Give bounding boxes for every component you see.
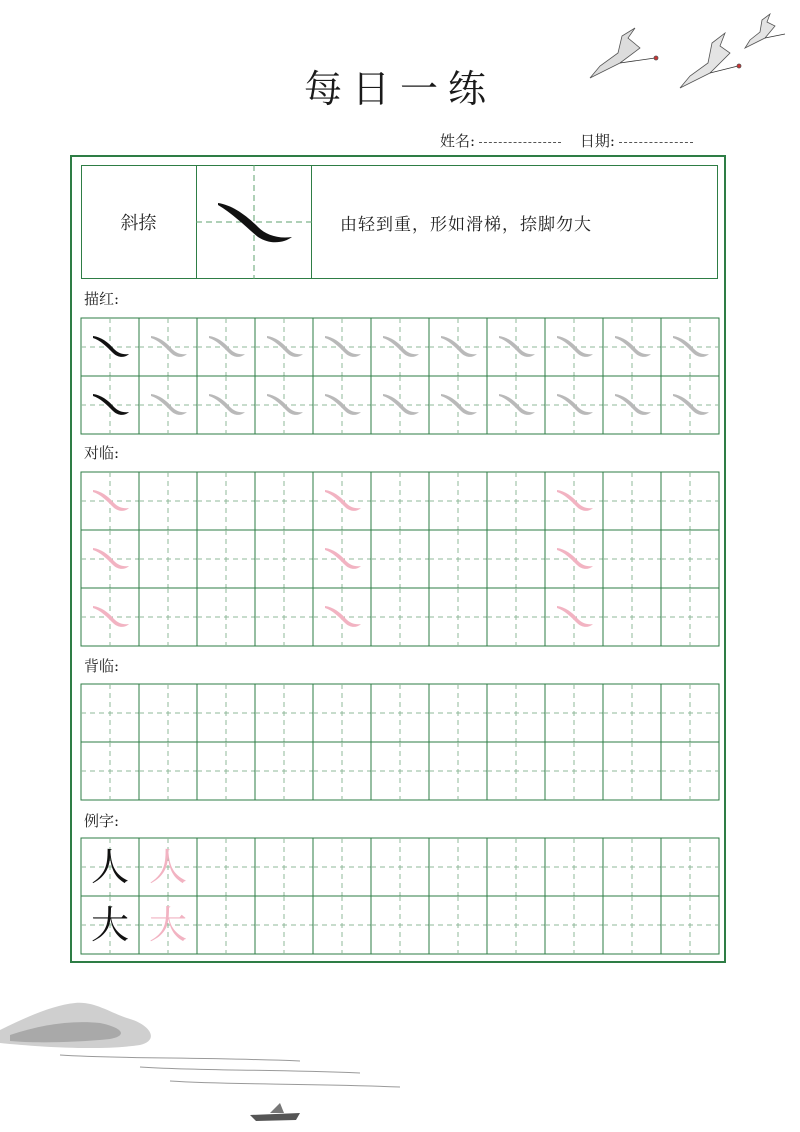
section-label-recall: 背临: <box>84 657 120 675</box>
stroke-glyph <box>93 394 129 415</box>
stroke-glyph <box>441 394 477 415</box>
name-label: 姓名: <box>440 132 476 150</box>
stroke-glyph <box>267 394 303 415</box>
section-label-examples: 例字: <box>84 812 120 830</box>
stroke-name: 斜捺 <box>81 165 197 279</box>
stroke-glyph <box>673 394 709 415</box>
stroke-glyph <box>499 336 535 357</box>
stroke-glyph <box>93 606 129 627</box>
stroke-glyph <box>325 336 361 357</box>
stroke-glyph <box>557 606 593 627</box>
example-char: 大 <box>90 903 129 947</box>
stroke-glyph <box>441 336 477 357</box>
stroke-glyph <box>499 394 535 415</box>
stroke-glyph <box>325 490 361 511</box>
stroke-glyph <box>93 548 129 569</box>
landscape-decoration <box>0 985 420 1132</box>
stroke-glyph <box>325 606 361 627</box>
stroke-tip: 由轻到重，形如滑梯，捺脚勿大 <box>340 215 592 235</box>
stroke-glyph <box>151 394 187 415</box>
stroke-glyph <box>325 394 361 415</box>
example-char-trace: 人 <box>148 845 187 889</box>
stroke-glyph <box>325 548 361 569</box>
stroke-glyph <box>557 548 593 569</box>
section-label-copy: 对临: <box>84 444 120 462</box>
stroke-glyph <box>557 394 593 415</box>
stroke-glyph <box>151 336 187 357</box>
stroke-glyph <box>615 394 651 415</box>
stroke-glyph <box>209 394 245 415</box>
stroke-glyph <box>209 336 245 357</box>
stroke-glyph <box>557 336 593 357</box>
stroke-glyph <box>615 336 651 357</box>
page-title: 每日一练 <box>303 67 496 111</box>
example-char: 人 <box>90 845 129 889</box>
stroke-glyph <box>557 490 593 511</box>
copy-grid <box>81 472 719 646</box>
stroke-glyph <box>673 336 709 357</box>
example-char-trace: 大 <box>148 903 187 947</box>
stroke-glyph <box>93 490 129 511</box>
section-label-trace: 描红: <box>84 290 120 308</box>
trace-grid <box>81 318 719 434</box>
stroke-glyph <box>93 336 129 357</box>
stroke-glyph <box>383 394 419 415</box>
recall-grid <box>81 684 719 800</box>
date-label: 日期: <box>579 132 615 150</box>
stroke-glyph <box>267 336 303 357</box>
stroke-glyph <box>383 336 419 357</box>
